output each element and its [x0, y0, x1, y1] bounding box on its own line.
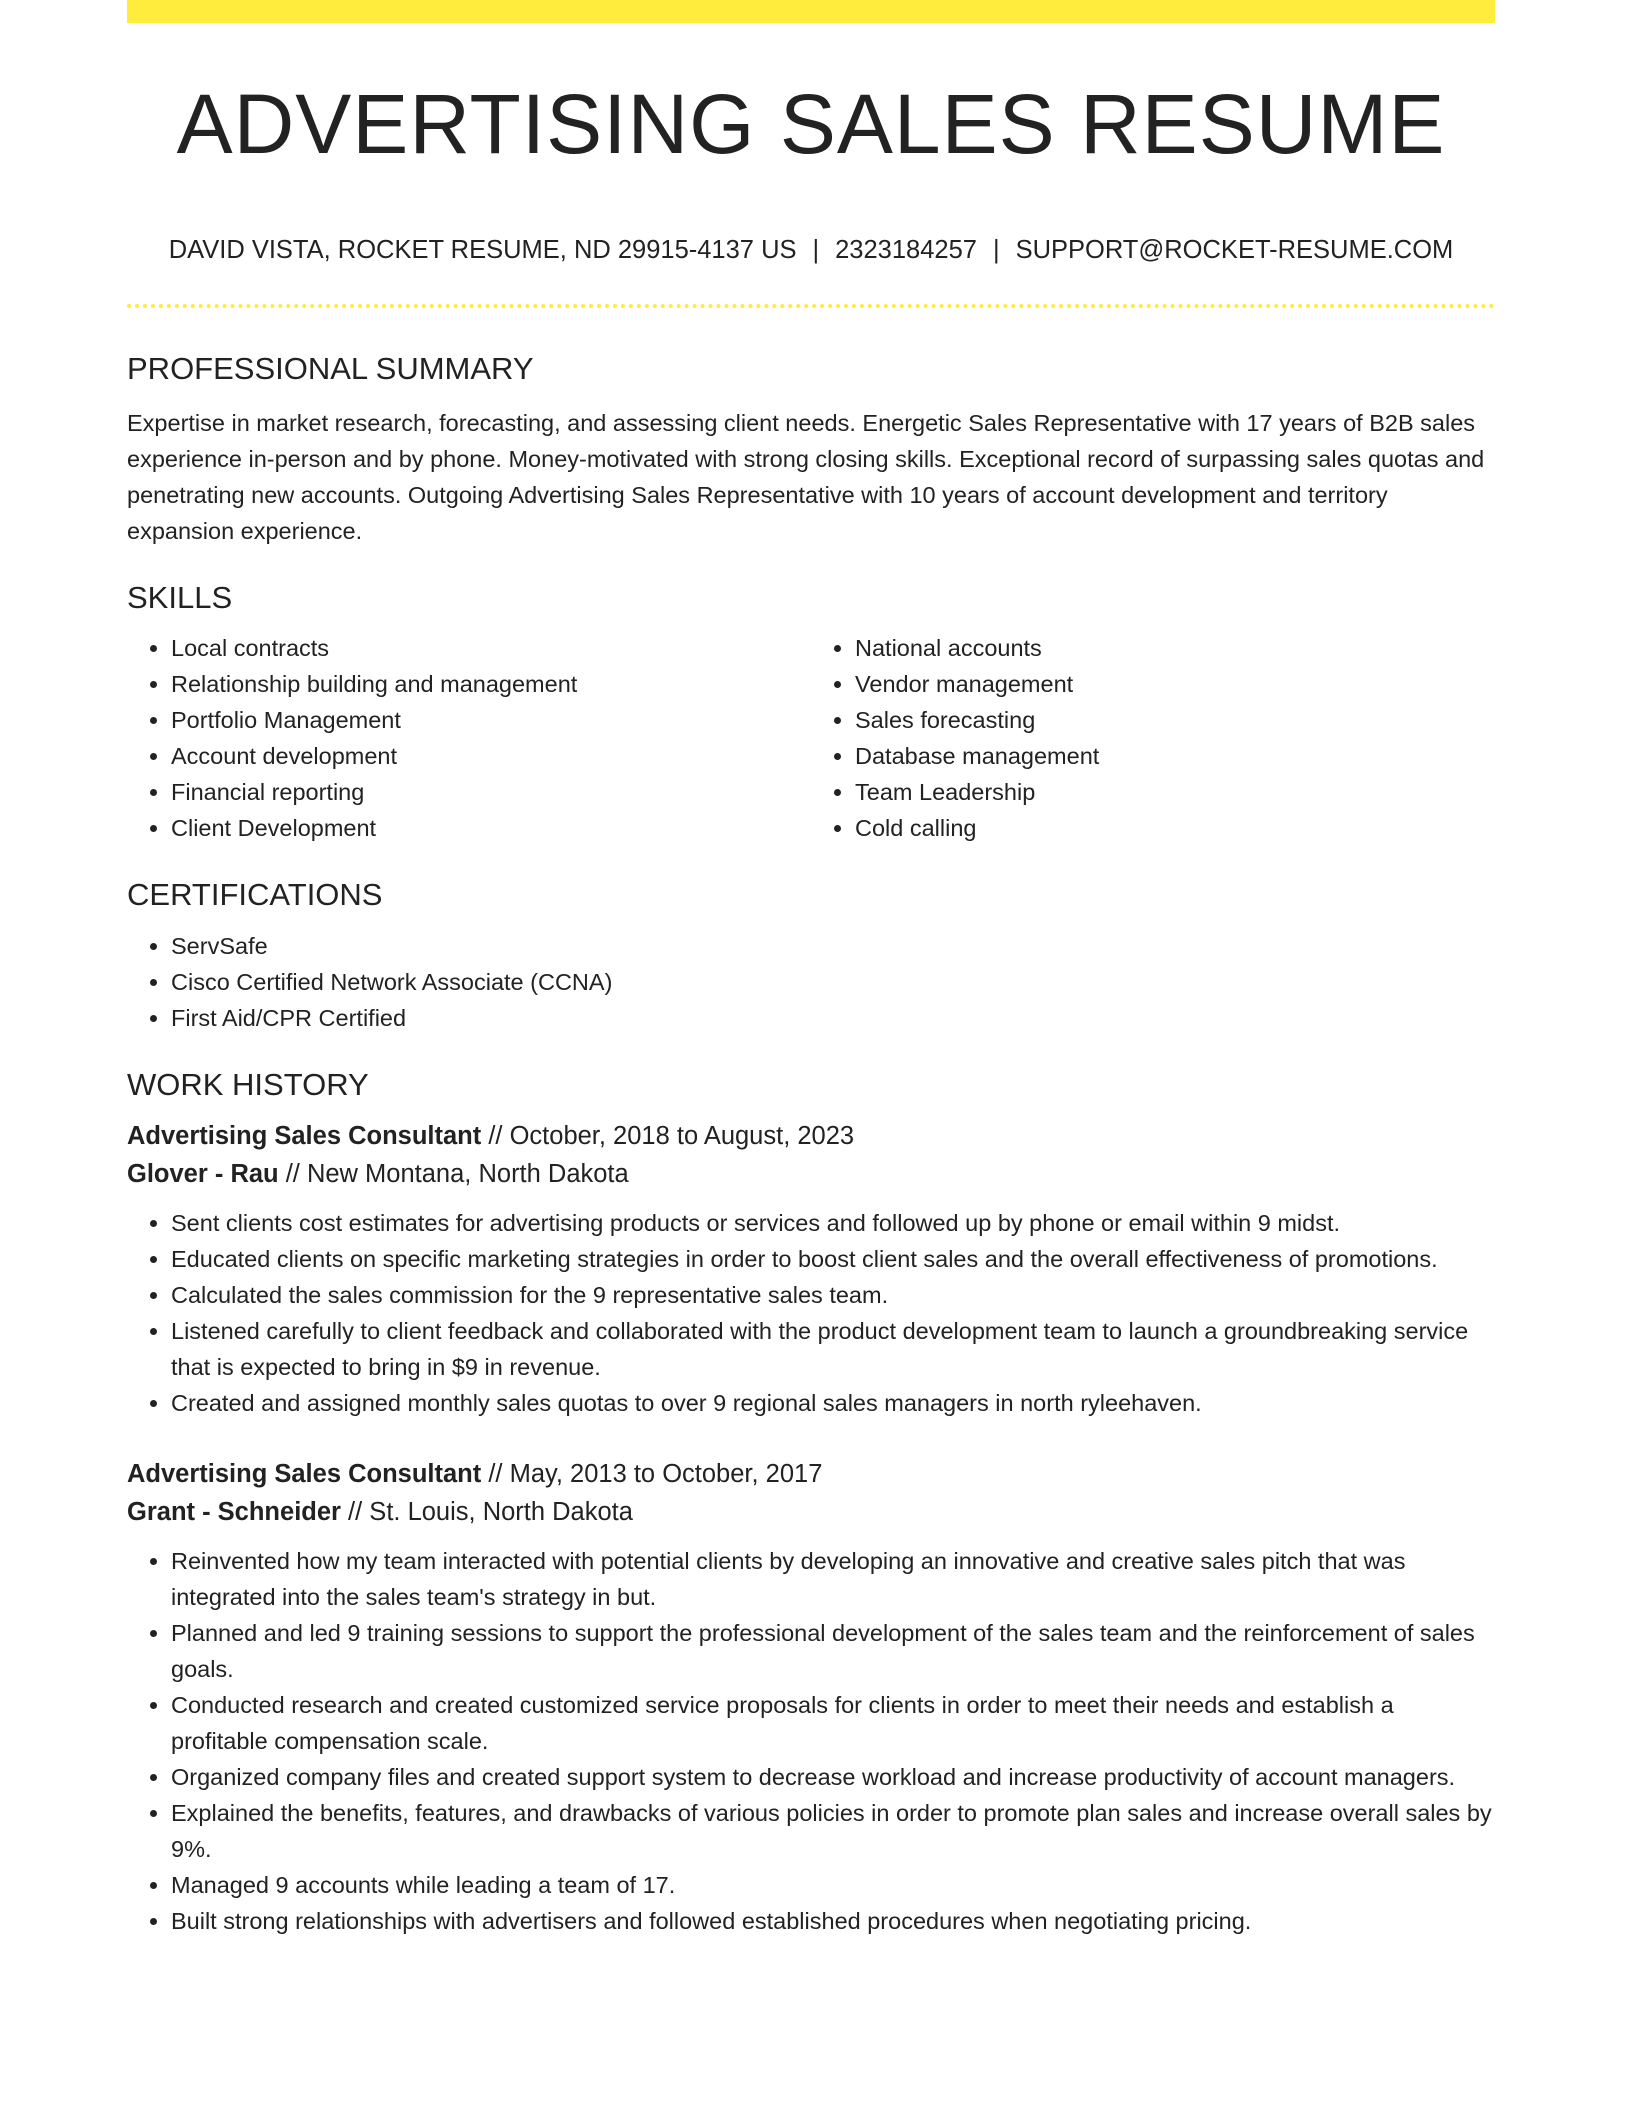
job-title-line [127, 1455, 1495, 1493]
skills-list-right [811, 630, 1495, 846]
job-bullet: • Organized company files and created support system to decrease workload and increase productivity of account managers. [171, 1759, 1495, 1795]
skill-item: • Client Development [171, 810, 811, 846]
summary-section [127, 350, 1495, 549]
job-bullet: • Conducted research and created customized service proposals for clients in order to meet their needs and establish a profitable compensation scale. [171, 1687, 1495, 1759]
certification-item: • First Aid/CPR Certified [171, 1000, 1495, 1036]
job-bullet: • Managed 9 accounts while leading a team of 17. [171, 1867, 1495, 1903]
skills-heading: SKILLS [127, 580, 233, 616]
job-location: // New Montana, North Dakota [278, 1159, 629, 1188]
job-bullet: • Created and assigned monthly sales quotas to over 9 regional sales managers in north ryleehaven. [171, 1385, 1495, 1421]
job-title: Advertising Sales Consultant [127, 1459, 482, 1488]
job-bullet: • Listened carefully to client feedback and collaborated with the product development team to launch a groundbreaking service that is expected to bring in $9 in revenue. [171, 1313, 1495, 1385]
skill-item: • Relationship building and management [171, 666, 811, 702]
certification-item: • ServSafe [171, 928, 1495, 964]
skill-item: • Vendor management [855, 666, 1495, 702]
certifications-list [127, 928, 1495, 1036]
job-company-line [127, 1155, 1495, 1193]
job-entry [127, 1455, 1495, 1939]
job-bullet: • Planned and led 9 training sessions to support the professional development of the sales team and the reinforcement of sales goals. [171, 1615, 1495, 1687]
skill-item: • Database management [855, 738, 1495, 774]
job-entry [127, 1117, 1495, 1421]
header-divider [127, 304, 1495, 308]
summary-heading: PROFESSIONAL SUMMARY [127, 351, 534, 386]
resume-body [127, 350, 1495, 1939]
page-title: ADVERTISING SALES RESUME [176, 77, 1446, 171]
skill-item: • National accounts [855, 630, 1495, 666]
job-bullet: • Sent clients cost estimates for advertising products or services and followed up by phone or email within 9 midst. [171, 1205, 1495, 1241]
contact-email: SUPPORT@ROCKET-RESUME.COM [1015, 236, 1454, 264]
skill-item: • Cold calling [855, 810, 1495, 846]
job-title: Advertising Sales Consultant [127, 1121, 482, 1150]
skill-item: • Portfolio Management [171, 702, 811, 738]
skill-item: • Local contracts [171, 630, 811, 666]
job-company: Grant - Schneider [127, 1497, 341, 1526]
job-dates: // May, 2013 to October, 2017 [481, 1459, 823, 1488]
job-bullet: • Educated clients on specific marketing strategies in order to boost client sales and the overall effectiveness of promotions. [171, 1241, 1495, 1277]
job-company-line [127, 1493, 1495, 1531]
skills-list-left [127, 630, 811, 846]
contact-phone: 2323184257 [835, 236, 977, 264]
work-history-section [127, 1066, 1495, 1939]
job-bullet: • Explained the benefits, features, and drawbacks of various policies in order to promote plan sales and increase overall sales by 9%. [171, 1795, 1495, 1867]
job-bullet: • Calculated the sales commission for the 9 representative sales team. [171, 1277, 1495, 1313]
skills-section [127, 579, 1495, 846]
certification-item: • Cisco Certified Network Associate (CCNA) [171, 964, 1495, 1000]
job-bullets [127, 1543, 1495, 1939]
contact-separator: | [992, 236, 1000, 264]
contact-address: DAVID VISTA, ROCKET RESUME, ND 29915-4137 US [168, 236, 797, 264]
job-company: Glover - Rau [127, 1159, 279, 1188]
job-bullet: • Built strong relationships with advertisers and followed established procedures when negotiating pricing. [171, 1903, 1495, 1939]
job-location: // St. Louis, North Dakota [340, 1497, 633, 1526]
skill-item: • Financial reporting [171, 774, 811, 810]
skills-columns [127, 630, 1495, 846]
certifications-heading: CERTIFICATIONS [127, 877, 383, 913]
skill-item: • Team Leadership [855, 774, 1495, 810]
job-dates: // October, 2018 to August, 2023 [481, 1121, 855, 1150]
summary-text: Expertise in market research, forecasting, and assessing client needs. Energetic Sales Representative with 17 years of B2B sales experience in-person and by phone. Money-motivated with strong closing skills. Exceptional record of surpassing sales quotas and penetrating new accounts. Outgoing Advertising Sales Representative with 10 years of account development and territory expansion experience. [127, 410, 1485, 545]
accent-bar [127, 0, 1495, 23]
work-history-heading: WORK HISTORY [127, 1066, 369, 1102]
job-bullets [127, 1205, 1495, 1421]
skill-item: • Sales forecasting [855, 702, 1495, 738]
certifications-section [127, 876, 1495, 1035]
job-bullet: • Reinvented how my team interacted with potential clients by developing an innovative and creative sales pitch that was integrated into the sales team's strategy in but. [171, 1543, 1495, 1615]
contact-line [127, 236, 1495, 265]
contact-separator: | [812, 236, 820, 264]
skill-item: • Account development [171, 738, 811, 774]
job-title-line [127, 1117, 1495, 1155]
